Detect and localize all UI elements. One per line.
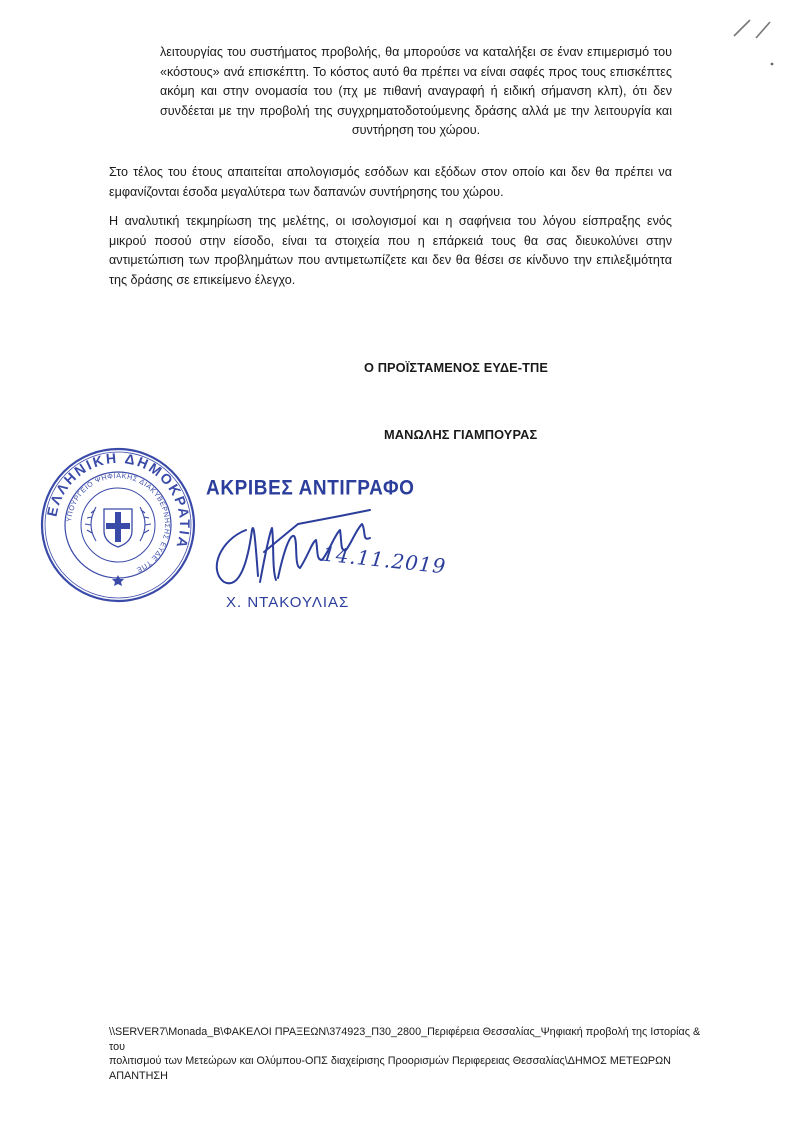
handwritten-date: 14.11.2019 xyxy=(321,541,448,579)
text-line: της δράσης σε επικείμενο έλεγχο. xyxy=(109,272,296,287)
text-line: συντήρηση του χώρου. xyxy=(351,123,481,137)
scan-marks xyxy=(720,14,790,79)
signatory-name: ΜΑΝΩΛΗΣ ΓΙΑΜΠΟΥΡΑΣ xyxy=(384,427,538,442)
text-line: ακόμη και στην ονομασία του (πχ με πιθανή αναγραφή ή ειδική σήμανση κλπ), ότι δεν xyxy=(160,84,672,98)
text-line: λειτουργίας του συστήματος προβολής, θα μπορούσε να καταλήξει σε έναν επιμερισμό του xyxy=(160,45,672,59)
footer-line: ΑΠΑΝΤΗΣΗ xyxy=(109,1069,168,1082)
text-line: συνδέεται με την προβολή της συγχρηματοδοτούμενης δράσης αλλά με την λειτουργία και xyxy=(160,103,672,118)
paragraph-cost-allocation xyxy=(160,43,672,141)
text-line: Στο τέλος του έτους απαιτείται απολογισμός εσόδων και εξόδων στον οποίο και δεν θα πρέπει να xyxy=(109,165,672,179)
footer-line: πολιτισμού των Μετεώρων και Ολύμπου-ΟΠΣ διαχείρισης Προορισμών Περιφερειας Θεσσαλίας\ΔΗΜΟΣ ΜΕΤΕΩΡΩΝ xyxy=(109,1055,671,1067)
footer-file-path xyxy=(109,1025,709,1083)
certified-copy-stamp: ΑΚΡΙΒΕΣ ΑΝΤΙΓΡΑΦΟ xyxy=(206,476,415,500)
paragraph-annual-report xyxy=(109,163,672,202)
text-line: αντιμετώπιση των προβλημάτων που αντιμετωπίζετε και δεν θα θέσει σε κίνδυνο την επιλεξιμότητα xyxy=(109,253,672,267)
signatory-title: Ο ΠΡΟΪΣΤΑΜΕΝΟΣ ΕΥΔΕ-ΤΠΕ xyxy=(364,360,549,375)
text-line: «κόστους» ανά επισκέπτη. Το κόστος αυτό θα πρέπει να είναι σαφές προς τους επισκέπτες xyxy=(160,64,672,79)
footer-line: \\SERVER7\Monada_B\ΦΑΚΕΛΟΙ ΠΡΑΞΕΩΝ\374923_Π30_2800_Περιφέρεια Θεσσαλίας_Ψηφιακή προβολή της Ιστορίας & του xyxy=(109,1026,701,1053)
svg-text:ΥΠΟΥΡΓΕΙΟ ΨΗΦΙΑΚΗΣ ΔΙΑΚΥΒΕΡΝΗΣ: ΥΠΟΥΡΓΕΙΟ ΨΗΦΙΑΚΗΣ ΔΙΑΚΥΒΕΡΝΗΣΗΣ ΕΥΔΕ ΤΠΕ xyxy=(66,472,171,574)
certifier-name: Χ. ΝΤΑΚΟΥΛΙΑΣ xyxy=(226,594,350,611)
svg-text:ΕΛΛΗΝΙΚΗ ΔΗΜΟΚΡΑΤΙΑ: ΕΛΛΗΝΙΚΗ ΔΗΜΟΚΡΑΤΙΑ xyxy=(43,449,194,552)
text-line: μικρού ποσού στην είσοδο, είναι τα στοιχεία που η επάρκειά τους θα σας διευκολύνει στην xyxy=(109,233,672,248)
paragraph-documentation xyxy=(109,212,672,290)
text-line: εμφανίζονται έσοδα μεγαλύτερα των δαπανών συντήρησης του χώρου. xyxy=(109,184,504,199)
text-line: Η αναλυτική τεκμηρίωση της μελέτης, οι ισολογισμοί και η σαφήνεια του λόγου είσπραξης ενός xyxy=(109,214,672,228)
official-seal xyxy=(38,445,198,610)
